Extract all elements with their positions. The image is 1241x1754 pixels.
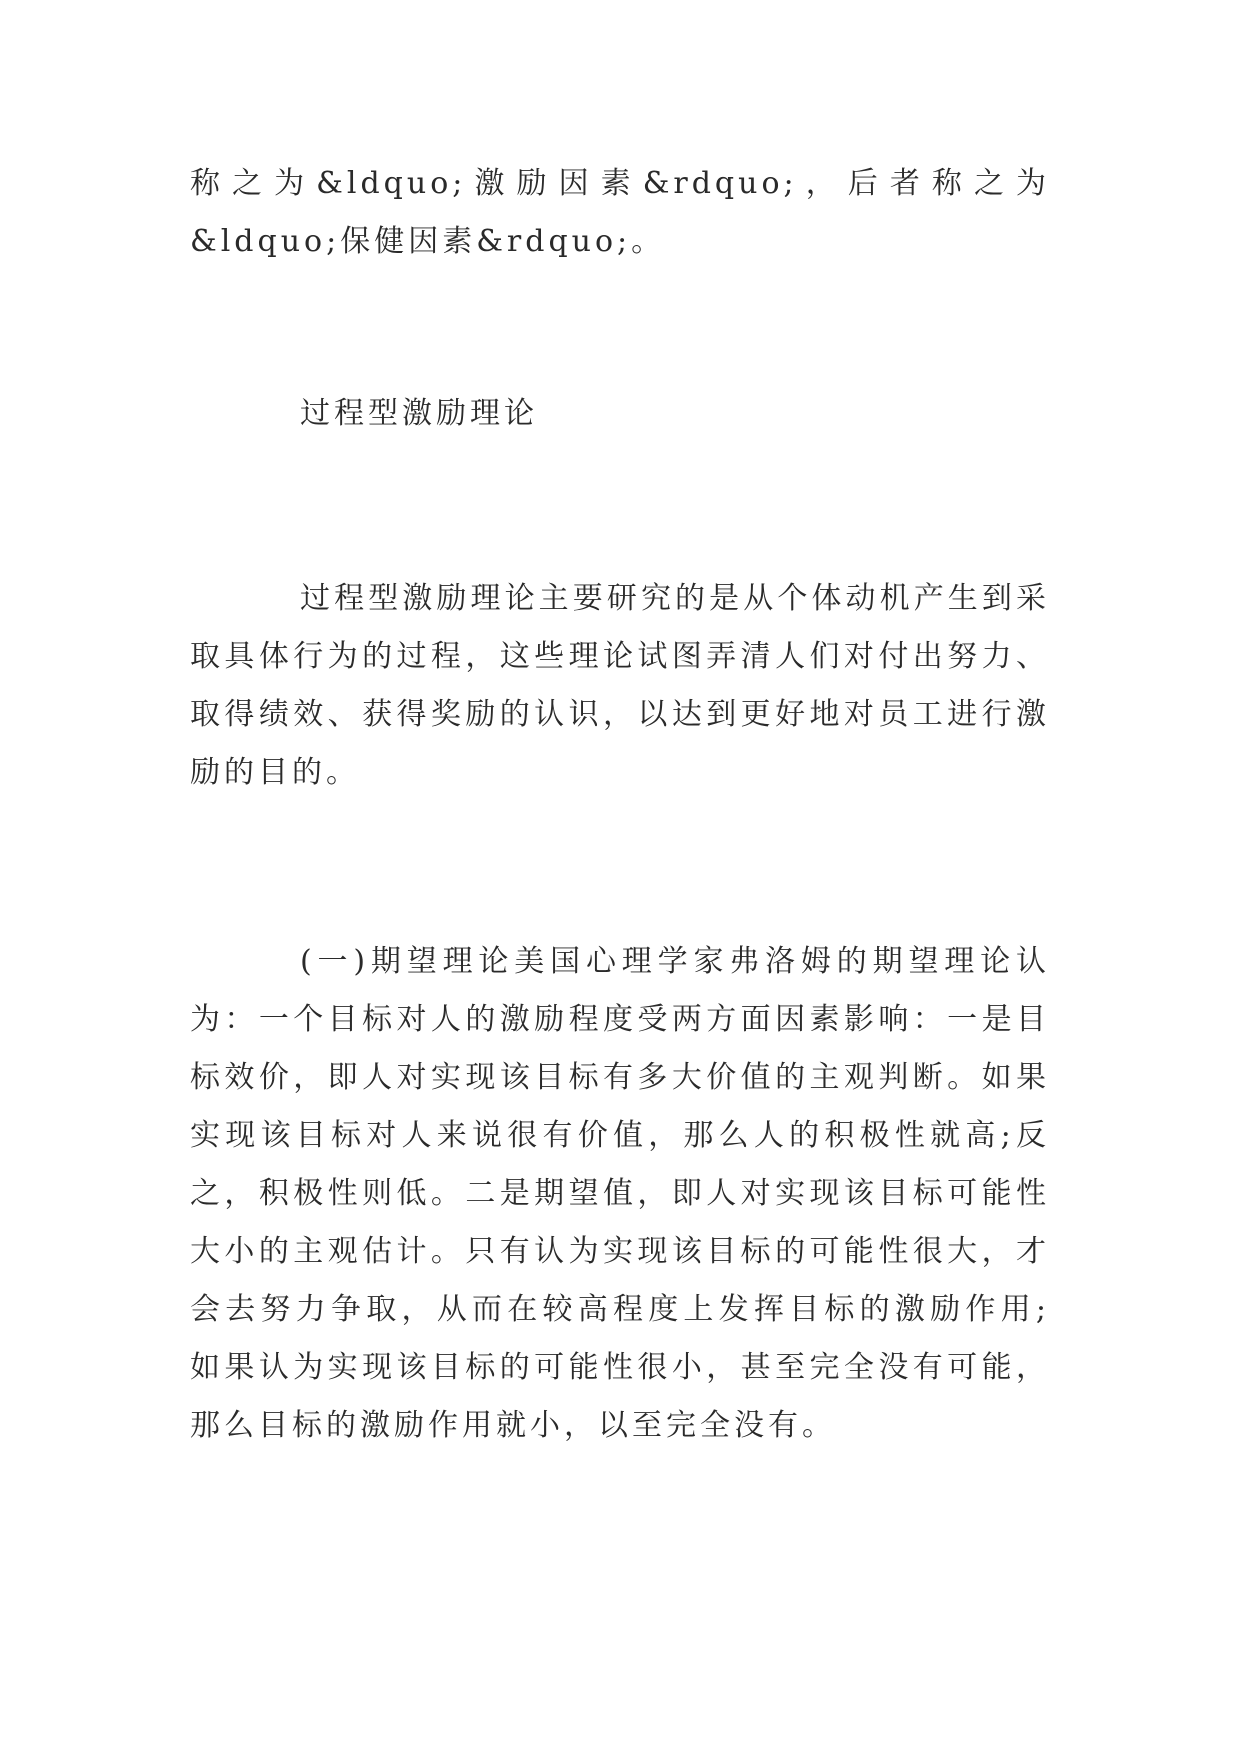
section-heading: 过程型激励理论 (300, 396, 538, 431)
paragraph-continuation: 称之为&ldquo;激励因素&rdquo;，后者称之为&ldquo;保健因素&rdquo;。 (190, 166, 1050, 259)
paragraph-expectancy-theory: (一)期望理论美国心理学家弗洛姆的期望理论认为：一个目标对人的激励程度受两方面因素影响：一是目标效价，即人对实现该目标有多大价值的主观判断。如果实现该目标对人来说很有价值，那么人的积极性就高;反之，积极性则低。二是期望值，即人对实现该目标可能性大小的主观估计。只有认为实现该目标的可能性很大，才会去努力争取，从而在较高程度上发挥目标的激励作用;如果认为实现该目标的可能性很小，甚至完全没有可能，那么目标的激励作用就小，以至完全没有。 (190, 944, 1050, 1443)
paragraph-process-theory: 过程型激励理论主要研究的是从个体动机产生到采取具体行为的过程，这些理论试图弄清人们对付出努力、取得绩效、获得奖励的认识，以达到更好地对员工进行激励的目的。 (190, 581, 1050, 790)
